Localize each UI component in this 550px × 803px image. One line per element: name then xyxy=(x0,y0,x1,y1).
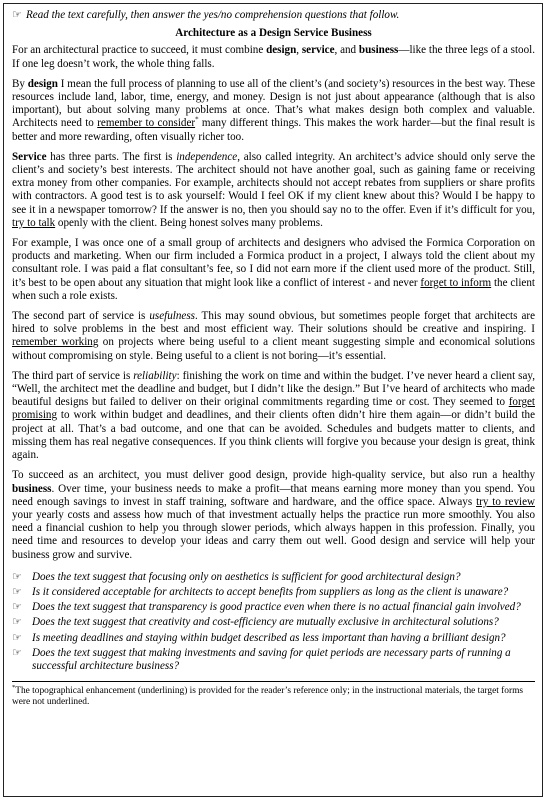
underlined-target-form: remember working xyxy=(12,336,99,349)
question-item xyxy=(12,601,535,614)
text-run: For example, I was once one of a small group of architects and designers who advised the Formica Corporation on products and marketing. When our firm included a Formica product in a project, I always told the client about my consultant role. I was paid a flat consultant’s fee, so I did not earn more if the client used more of the product. Still, it’s best to be open about any situation that might look like a conflict of interest - and never xyxy=(12,237,535,289)
text-run: your yearly costs and assess how much of that investment actually helps the practice run more smoothly. You also need a financial cushion to help you through slower periods, which always happen in this profession. Finally, you need time and resources to develop your ideas and carry them out well. Good design and service will help your business grow and survive. xyxy=(12,508,535,561)
text-run: has three parts. The first is xyxy=(46,150,177,163)
text-run: The second part of service is xyxy=(12,310,150,323)
text-run: on projects where being useful to a client meant suggesting simple and economical solutions without compromising on style. Being useful to a client is not boring—it’s essential. xyxy=(12,336,535,362)
emphasis-term: usefulness xyxy=(149,310,195,323)
question-item xyxy=(12,632,535,645)
instruction xyxy=(12,9,535,22)
text-run: , and xyxy=(334,44,359,57)
key-term: service xyxy=(301,44,335,57)
question-text: Is meeting deadlines and staying within budget described as less important than having a brilliant design? xyxy=(32,631,506,644)
key-term: design xyxy=(27,77,58,90)
question-text: Does the text suggest that focusing only on aesthetics is sufficient for good architectural design? xyxy=(32,570,461,583)
paragraph xyxy=(12,78,535,144)
text-run: many different things. This makes the work harder—but the final result is better and more rewarding, often visually richer too. xyxy=(12,117,535,143)
question-item xyxy=(12,571,535,584)
article-body xyxy=(12,44,535,561)
paragraph xyxy=(12,151,535,230)
text-run: To succeed as an architect, you must deliver good design, provide high-quality service, but also run a healthy xyxy=(12,469,535,482)
key-term: business xyxy=(12,482,52,495)
text-run: I mean the full process of planning to use all of the client’s (and society’s) resources in the best way. These resources include land, labor, time, energy, and money. Design is not just about appearance (although that is also important), but about solving many problems at once. That’s what makes design both complex and valuable. Architects need to xyxy=(12,77,535,130)
question-text: Does the text suggest that transparency is good practice even when there is no actual financial gain involved? xyxy=(32,601,521,614)
underlined-target-form: try to talk xyxy=(12,216,56,229)
question-list xyxy=(12,571,535,673)
worksheet-page xyxy=(3,3,543,797)
document-title: Architecture as a Design Service Business xyxy=(175,27,372,40)
emphasis-term: reliability xyxy=(133,369,177,382)
underlined-target-form: forget to inform xyxy=(420,276,492,289)
text-run: , xyxy=(296,44,302,57)
text-run: The third part of service is xyxy=(12,369,134,382)
footnote xyxy=(12,686,535,708)
key-term: business xyxy=(358,44,399,57)
text-run: —like the three legs of a stool. If one leg doesn’t work, the whole thing falls. xyxy=(12,44,536,70)
text-run: the client when such a role exists. xyxy=(12,276,535,302)
text-run: . This may sound obvious, but sometimes people forget that architects are hired to solve problems in the best and most efficient way. Their solutions should be creative and inspiring. I xyxy=(12,310,535,336)
footnote-reference: * xyxy=(195,115,199,124)
instruction-text: Read the text carefully, then answer the yes/no comprehension questions that follow. xyxy=(26,9,400,21)
underlined-target-form: remember to consider xyxy=(97,117,196,130)
underlined-target-form: forget promising xyxy=(12,396,535,422)
question-text: Does the text suggest that creativity and cost-efficiency are mutually exclusive in architectural solutions? xyxy=(32,616,499,629)
hand-pointing-icon: ☞ xyxy=(12,570,22,583)
text-run: For an architectural practice to succeed, it must combine xyxy=(12,44,267,57)
text-run: : finishing the work on time and within the budget. I’ve never heard a client say, “Well, the architect met the deadline and budget, but I didn’t like the design.” But I’ve heard of architects who made beautiful designs but failed to deliver on their original commitments regarding time or cost. They seemed to xyxy=(12,369,535,409)
paragraph xyxy=(12,370,535,462)
text-run: to work within budget and deadlines, and their clients often didn’t hire them again—or didn’t build the project at all. That’s a bad outcome, and one that can be avoided. Schedules and budgets matter to clients, and missing them has real negative consequences. If you think clients will forgive you because your design is great, think again. xyxy=(12,409,535,462)
text-run: , also called integrity. An architect’s advice should only serve the client’s and society’s best interests. The architect should not have another goal, such as gaining fame or receiving extra money from other companies. For example, architects should not accept rebates from suppliers or share profits with contractors. A good test is to ask yourself: Would I feel OK if my client knew about this? Would I be happy to see it in a newspaper tomorrow? If the answer is no, then you should say no to the offer. Even if it’s difficult for you, xyxy=(12,150,535,216)
paragraph xyxy=(12,469,535,561)
paragraph xyxy=(12,310,535,363)
question-item xyxy=(12,586,535,599)
hand-pointing-icon: ☞ xyxy=(12,585,22,598)
hand-pointing-icon: ☞ xyxy=(12,616,22,629)
hand-pointing-icon: ☞ xyxy=(12,646,22,659)
text-run: . Over time, your business needs to make a profit—that means earning more money than you spend. You need enough savings to invest in staff training, software and hardware, and the office space. Always xyxy=(12,482,535,508)
emphasis-term: independence xyxy=(176,150,238,163)
underlined-target-form: try to review xyxy=(476,495,536,508)
hand-pointing-icon: ☞ xyxy=(12,601,22,614)
question-item xyxy=(12,647,535,673)
footnote-text: The topographical enhancement (underlining) is provided for the reader’s reference only; in the instructional materials, the target forms were not underlined. xyxy=(12,686,524,708)
key-term: Service xyxy=(12,150,47,163)
question-text: Is it considered acceptable for architects to accept benefits from suppliers as long as the client is unaware? xyxy=(32,585,509,598)
text-run: By xyxy=(12,77,28,90)
footnote-marker: * xyxy=(12,684,16,692)
footnote-divider xyxy=(12,681,535,682)
question-text: Does the text suggest that making investments and saving for quiet periods are necessary parts of running a successful architecture business? xyxy=(32,646,511,672)
paragraph xyxy=(12,44,535,70)
question-item xyxy=(12,616,535,629)
text-run: openly with the client. Being honest solves many problems. xyxy=(55,216,323,229)
paragraph xyxy=(12,237,535,303)
hand-pointing-icon: ☞ xyxy=(12,9,22,21)
hand-pointing-icon: ☞ xyxy=(12,631,22,644)
key-term: design xyxy=(266,44,297,57)
